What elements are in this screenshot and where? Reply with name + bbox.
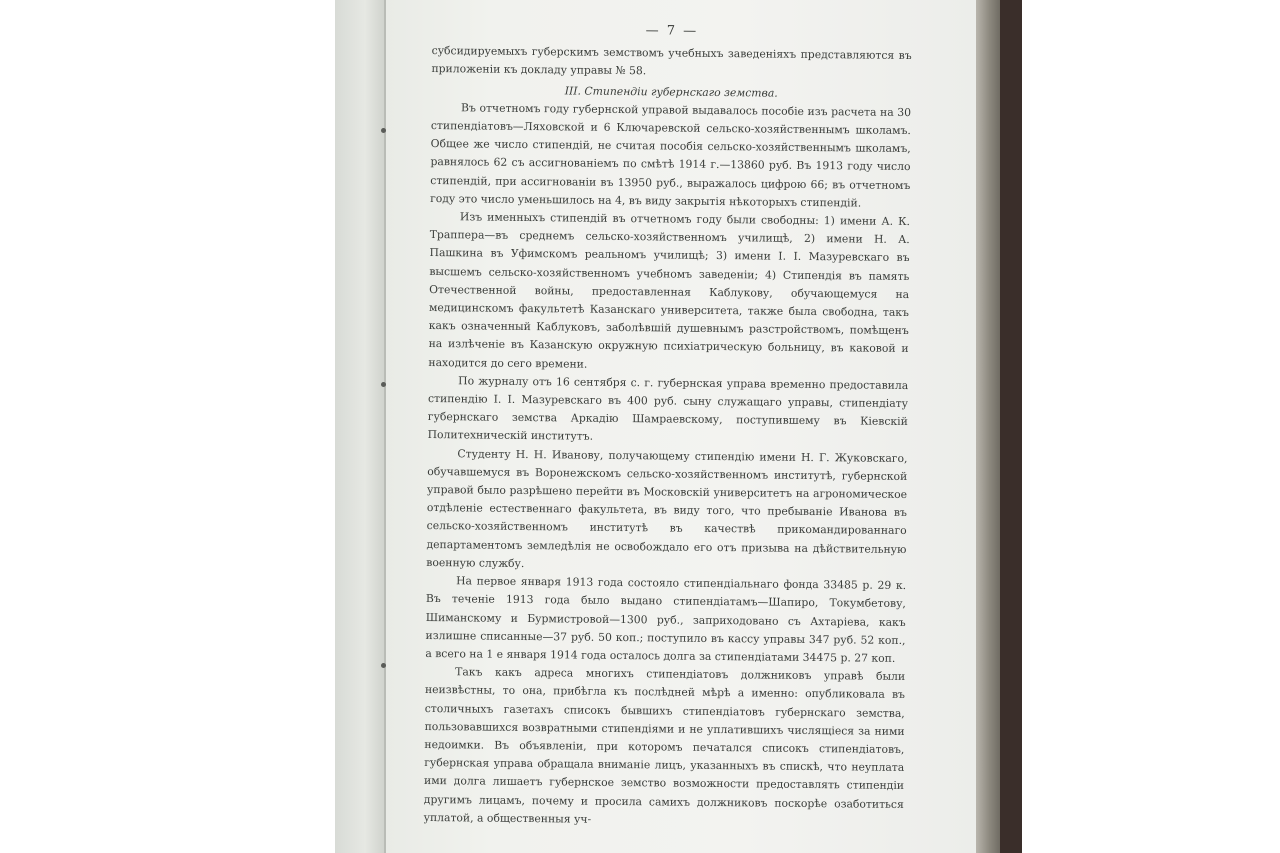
paragraph: Студенту Н. Н. Иванову, получающему стипендію имени Н. Г. Жуковскаго, обучавшемуся въ Воронежскомъ сельско-хозяйственномъ институтѣ, губернской управой было разрѣшено перейти въ Московскій университетъ на агрономическое отдѣленіе естественнаго факультета, въ виду того, что пребываніе Иванова въ сельско-хозяйственномъ институтѣ въ качествѣ прикомандированнаго департаментомъ земледѣлія не освобождало его отъ призыва на дѣйствительную военную службу. [426, 446, 908, 570]
book-cover [1000, 0, 1022, 853]
page-number: — 7 — [645, 23, 699, 39]
binding-stitch [381, 128, 386, 133]
paragraph: По журналу отъ 16 сентября с. г. губернская управа временно предоставила стипендію I. I. Мазуревскаго въ 400 руб. сыну служащаго управы, стипендіату губернскаго земства Аркадію Шамраевскому, поступившему въ Кіевскій Политехническій институтъ. [427, 374, 909, 444]
page-text [424, 20, 912, 832]
book-spine [335, 0, 385, 853]
paragraph: Такъ какъ адреса многихъ стипендіатовъ должниковъ управѣ были неизвѣстны, то она, прибѣгла къ послѣдней мѣрѣ а именно: опубликовала въ столичныхъ газетахъ списокъ бывшихъ стипендіатовъ губернскаго земства, пользовавшихся возвратными стипендіями и не уплатившихъ числящіеся за ними недоимки. Въ объявленіи, при которомъ печатался списокъ стипендіатовъ, губернская управа обращала вниманіе лицъ, указанныхъ въ спискѣ, что неуплата ими долга лишаетъ губернское земство возможности предоставлять стипендіи другимъ лицамъ, почему и просила самихъ должниковъ поскорѣе озаботиться уплатой, а общественныя уч- [423, 665, 906, 826]
book-cover-edge [976, 0, 1002, 853]
paragraph: Въ отчетномъ году губернской управой выдавалось пособіе изъ расчета на 30 стипендіатовъ—Ляховской и 6 Ключаревской сельско-хозяйственнымъ школамъ. Общее же число стипендій, не считая пособія сельско-хозяйственнымъ школамъ, равнялось 62 съ ассигнованіемъ по смѣтѣ 1914 г.—13860 руб. Въ 1913 году число стипендій, при ассигнованіи въ 13950 руб., выражалось цифрою 66; въ отчетномъ году это число уменьшилось на 4, въ виду закрытія нѣкоторыхъ стипендій. [430, 101, 912, 210]
paragraph: субсидируемыхъ губерскимъ земствомъ учебныхъ заведеніяхъ представляются въ приложеніи къ докладу управы № 58. [431, 44, 912, 78]
binding-stitch [381, 663, 386, 668]
paragraph: На первое января 1913 года состояло стипендіальнаго фонда 33485 р. 29 к. Въ теченіе 1913 года было выдано стипендіатамъ—Шапиро, Токумбетову, Шиманскому и Бурмистровой—1300 руб., заприходовано съ Ахтаріева, какъ излишне списанные—37 руб. 50 коп.; поступило въ кассу управы 347 руб. 52 коп., а всего на 1 е января 1914 года осталось долга за стипендіатами 34475 р. 27 коп. [425, 574, 907, 665]
paragraph: Изъ именныхъ стипендій въ отчетномъ году были свободны: 1) имени А. К. Траппера—въ среднемъ сельско-хозяйственномъ училищѣ, 2) имени Н. А. Пашкина въ Уфимскомъ реальномъ училищѣ; 3) имени I. I. Мазуревскаго въ высшемъ сельско-хозяйственномъ учебномъ заведеніи; 4) Стипендія въ память Отечественной войны, предоставленная Каблукову, обучающемуся на медицинскомъ факультетѣ Казанскаго университета, также была свободна, такъ какъ означенный Каблуковъ, заболѣвшій душевнымъ разстройствомъ, помѣщенъ на излѣченіе въ Казанскую окружную психіатрическую больницу, въ каковой и находится до сего времени. [428, 210, 910, 371]
section-heading: III. Стипендіи губернскаго земства. [564, 84, 778, 100]
binding-stitch [381, 382, 386, 387]
